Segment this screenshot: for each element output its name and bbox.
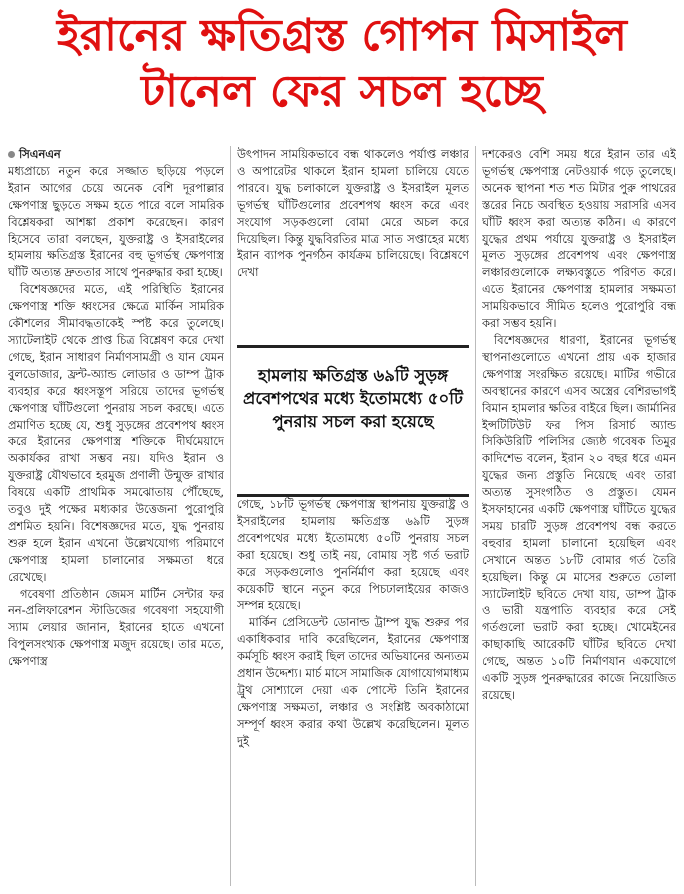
pull-quote-text: হামলায় ক্ষতিগ্রস্ত ৬৯টি সুড়ঙ্গ প্রবেশপথের মধ্যে ইতোমধ্যে ৫০টি পুনরায় সচল করা হয়েছে <box>243 366 463 431</box>
headline-line-2: টানেল ফের সচল হচ্ছে <box>141 66 543 117</box>
paragraph: বিশেষজ্ঞদের ধারণা, ইরানের ভূগর্ভস্থ স্থাপনাগুলোতে এখনো প্রায় এক হাজার ক্ষেপণাস্ত্র সংরক্ষিত রয়েছে। মাটির গভীরে অবস্থানের কারণে এসব অস্ত্রের বেশিরভাগই বিমান হামলার ক্ষতির বাইরে ছিল। জার্মানির ইন্সটিটিউট ফর পিস রিসার্চ অ্যান্ড সিকিউরিটি পলিসির জ্যেষ্ঠ গবেষক তিমুর কাদিশেভ বলেন, ইরান ২০ বছর ধরে এমন যুদ্ধের জন্য প্রস্তুতি নিয়েছে এবং তারা অত্যন্ত সুসংগঠিত ও প্রস্তুত। যেমন ইসফাহানের একটি ক্ষেপণাস্ত্র ঘাঁটিতে যুদ্ধের সময় চারটি সুড়ঙ্গ প্রবেশপথ বন্ধ করতে বহুবার হামলা চালানো হয়েছিল এবং সেখানে অন্তত ১৮টি বোমার গর্ত তৈরি হয়েছিল। কিন্তু মে মাসের শুরুতে তোলা স্যাটেলাইট ছবিতে দেখা যায়, ডাম্প ট্রাক ও ভারী যন্ত্রপাতি ব্যবহার করে সেই গর্তগুলো ভরাট করা হচ্ছে। খোমেইনের কাছাকাছি আরেকটি ঘাঁটির ছবিতে দেখা গেছে, অন্তত ১০টি নির্মাণযান একযোগে একটি সুড়ঙ্গ পুনরুদ্ধারের কাজে নিয়োজিত রয়েছে। <box>482 332 676 702</box>
bullet-icon <box>8 151 15 158</box>
column-1 <box>8 146 224 886</box>
paragraph: মধ্যপ্রাচ্যে নতুন করে সজ্জাত ছড়িয়ে পড়লে ইরান আগের চেয়ে অনেক বেশি দূরপাল্লার ক্ষেপণাস্ত্র ছুড়তে সক্ষম হতে পারে বলে সামরিক বিশ্লেষকরা আশঙ্কা প্রকাশ করেছেন। কারণ হিসেবে তারা বলছেন, যুক্তরাষ্ট্র ও ইসরাইলের হামলায় ক্ষতিগ্রস্ত ইরানের বহু ভূগর্ভস্থ ক্ষেপণাস্ত্র ঘাঁটি অত্যন্ত দ্রুততার সাথে পুনরুদ্ধার করা হচ্ছে। <box>8 163 224 280</box>
column-2-top <box>237 146 469 336</box>
paragraph: দশকেরও বেশি সময় ধরে ইরান তার এই ভূগর্ভস্থ ক্ষেপণাস্ত্র নেটওয়ার্ক গড়ে তুলেছে। অনেক স্থাপনা শত শত মিটার পুরু পাথরের স্তরের নিচে অবস্থিত হওয়ায় সরাসরি এসব ঘাঁটি ধ্বংস করা অত্যন্ত কঠিন। এ কারণে যুদ্ধের প্রথম পর্যায়ে যুক্তরাষ্ট্র ও ইসরাইল মূলত সুড়ঙ্গের প্রবেশপথ এবং ক্ষেপণাস্ত্র লঞ্চারগুলোকে লক্ষ্যবস্তুতে পরিণত করে। এতে ইরানের ক্ষেপণাস্ত্র হামলার সক্ষমতা সাময়িকভাবে সীমিত হলেও পুরোপুরি বন্ধ করা সম্ভব হয়নি। <box>482 147 676 331</box>
column-2-bottom <box>237 496 469 886</box>
byline <box>8 146 224 163</box>
pull-quote <box>237 345 469 497</box>
headline <box>0 0 684 130</box>
column-divider-1 <box>230 146 231 886</box>
paragraph: বিশেষজ্ঞদের মতে, এই পরিস্থিতি ইরানের ক্ষেপণাস্ত্র শক্তি ধ্বংসের ক্ষেত্রে মার্কিন সামরিক কৌশলের সীমাবদ্ধতাকেই স্পষ্ট করে তুলেছে। স্যাটেলাইট থেকে প্রাপ্ত চিত্র বিশ্লেষণ করে দেখা গেছে, ইরান সাধারণ নির্মাণসামগ্রী ও যান যেমন বুলডোজার, ফ্রন্ট-অ্যান্ড লোডার ও ডাম্প ট্রাক ব্যবহার করে ধ্বংসস্তূপ সরিয়ে তাদের ভূগর্ভস্থ ক্ষেপণাস্ত্র ঘাঁটিগুলো পুনরায় সচল করছে। এতে প্রমাণিত হচ্ছে যে, শুধু সুড়ঙ্গের প্রবেশপথ ধ্বংস করে ইরানের ক্ষেপণাস্ত্র শক্তিকে দীর্ঘমেয়াদে অকার্যকর রাখা সম্ভব নয়। যদিও ইরান ও যুক্তরাষ্ট্র যৌথভাবে হরমুজ প্রণালী উন্মুক্ত রাখার বিষয়ে একটি প্রাথমিক সমঝোতায় পৌঁছেছে, তবুও দুই পক্ষের মধ্যকার উত্তেজনা পুরোপুরি প্রশমিত হয়নি। বিশেষজ্ঞদের মতে, যুদ্ধ পুনরায় শুরু হলে ইরান এখনো উল্লেখযোগ্য পরিমাণে ক্ষেপণাস্ত্র হামলা চালানোর সক্ষমতা ধরে রেখেছে। <box>8 282 224 584</box>
headline-line-1: ইরানের ক্ষতিগ্রস্ত গোপন মিসাইল <box>57 10 627 61</box>
column-divider-2 <box>475 146 476 886</box>
column-3 <box>482 146 676 886</box>
paragraph: গবেষণা প্রতিষ্ঠান জেমস মার্টিন সেন্টার ফর নন-প্রলিফারেশন স্টাডিজের গবেষণা সহযোগী স্যাম লেয়ার জানান, ইরানের হাতে এখনো বিপুলসংখ্যক ক্ষেপণাস্ত্র মজুদ রয়েছে। তার মতে, ক্ষেপণাস্ত্র <box>8 586 224 669</box>
byline-text: সিএনএন <box>19 147 61 161</box>
paragraph: উৎপাদন সাময়িকভাবে বন্ধ থাকলেও পর্যাপ্ত লঞ্চার ও অপারেটর থাকলে ইরান হামলা চালিয়ে যেতে পারবে। যুদ্ধ চলাকালে যুক্তরাষ্ট্র ও ইসরাইল মূলত ভূগর্ভস্থ ঘাঁটিগুলোর প্রবেশপথ ধ্বংস করে এবং সংযোগ সড়কগুলো বোমা মেরে অচল করে দিয়েছিল। কিন্তু যুদ্ধবিরতির মাত্র সাত সপ্তাহের মধ্যে ইরান ব্যাপক পুনর্গঠন কার্যক্রম চালিয়েছে। বিশ্লেষণে দেখা <box>237 147 469 280</box>
paragraph: মার্কিন প্রেসিডেন্ট ডোনাল্ড ট্রাম্প যুদ্ধ শুরুর পর একাধিকবার দাবি করেছিলেন, ইরানের ক্ষেপণাস্ত্র কর্মসূচি ধ্বংস করাই ছিল তাদের অভিযানের অন্যতম প্রধান উদ্দেশ্য। মার্চ মাসে সামাজিক যোগাযোগমাধ্যম ট্রুথ সোশ্যালে দেয়া এক পোস্টে তিনি ইরানের ক্ষেপণাস্ত্র সক্ষমতা, লঞ্চার ও সংশ্লিষ্ট অবকাঠামো সম্পূর্ণ ধ্বংস করার কথা উল্লেখ করেছিলেন। মূলত দুই <box>237 615 469 748</box>
paragraph: গেছে, ১৮টি ভূগর্ভস্থ ক্ষেপণাস্ত্র স্থাপনায় যুক্তরাষ্ট্র ও ইসরাইলের হামলায় ক্ষতিগ্রস্ত ৬৯টি সুড়ঙ্গ প্রবেশপথের মধ্যে ইতোমধ্যে ৫০টি পুনরায় সচল করা হয়েছে। শুধু তাই নয়, বোমায় সৃষ্ট গর্ত ভরাট করে সড়কগুলোও পুনর্নির্মাণ করা হয়েছে এবং কয়েকটি স্থানে নতুন করে পিচঢালাইয়ের কাজও সম্পন্ন হয়েছে। <box>237 497 469 613</box>
